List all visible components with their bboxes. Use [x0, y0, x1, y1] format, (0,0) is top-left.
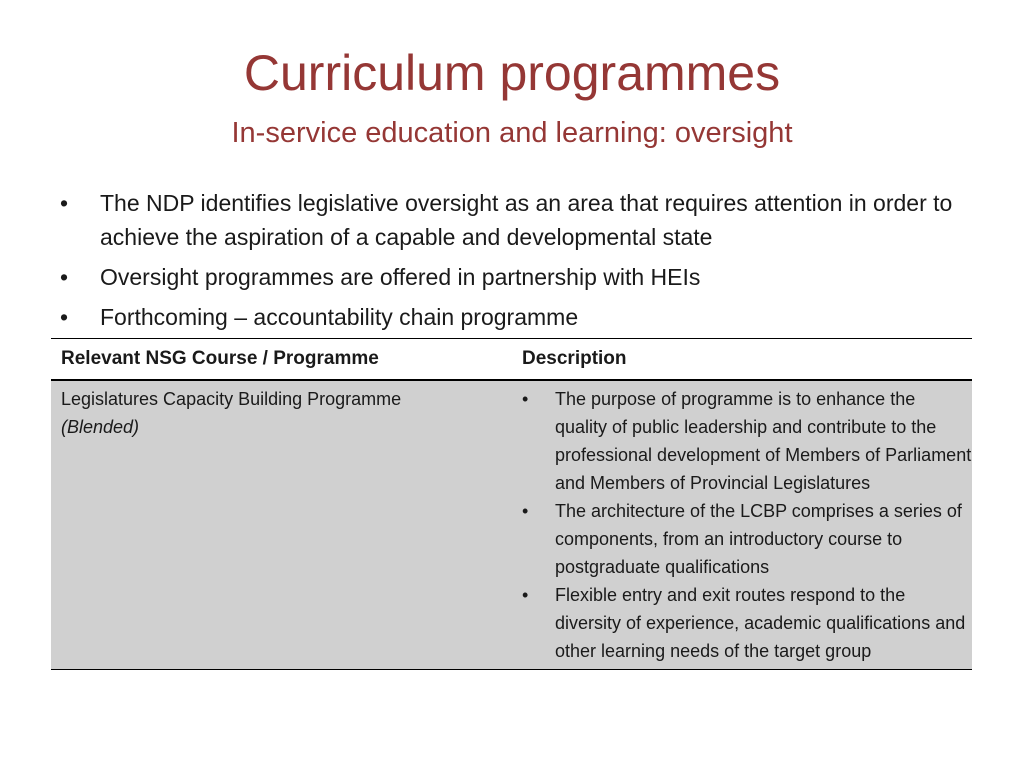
bullet-icon: • — [60, 190, 69, 216]
slide-subtitle: In-service education and learning: oversight — [231, 117, 793, 149]
bullet-icon: • — [60, 304, 69, 330]
bullet-list — [56, 186, 956, 340]
bullet-text: The NDP identifies legislative oversight as an area that requires attention in order to achieve the aspiration of a capable and developmental state — [100, 190, 953, 250]
bullet-icon: • — [60, 264, 69, 290]
bullet-item — [56, 260, 956, 294]
table-header-programme: Relevant NSG Course / Programme — [61, 348, 379, 369]
slide-title: Curriculum programmes — [243, 45, 781, 101]
programme-mode: (Blended) — [61, 417, 140, 437]
bullet-icon: • — [522, 585, 529, 605]
bullet-item — [56, 300, 956, 334]
description-item — [522, 581, 972, 665]
programme-name: Legislatures Capacity Building Programme — [61, 389, 402, 409]
table-row — [51, 381, 972, 670]
description-text: The architecture of the LCBP comprises a series of components, from an introductory course to postgraduate qualifications — [555, 501, 962, 577]
bullet-text: Forthcoming – accountability chain programme — [100, 304, 579, 330]
bullet-icon: • — [522, 501, 529, 521]
bullet-text: Oversight programmes are offered in partnership with HEIs — [100, 264, 701, 290]
table-header-row — [51, 338, 972, 381]
description-list — [522, 385, 972, 665]
description-item — [522, 497, 972, 581]
bullet-item — [56, 186, 956, 254]
description-text: Flexible entry and exit routes respond to the diversity of experience, academic qualifications and other learning needs of the target group — [555, 585, 966, 661]
programme-cell — [51, 385, 512, 665]
description-item — [522, 385, 972, 497]
description-cell — [512, 385, 972, 665]
bullet-icon: • — [522, 389, 529, 409]
description-text: The purpose of programme is to enhance the quality of public leadership and contribute to the professional development of Members of Parliament and Members of Provincial Legislatures — [555, 389, 972, 493]
programme-table — [51, 338, 972, 670]
table-header-description: Description — [522, 348, 627, 369]
